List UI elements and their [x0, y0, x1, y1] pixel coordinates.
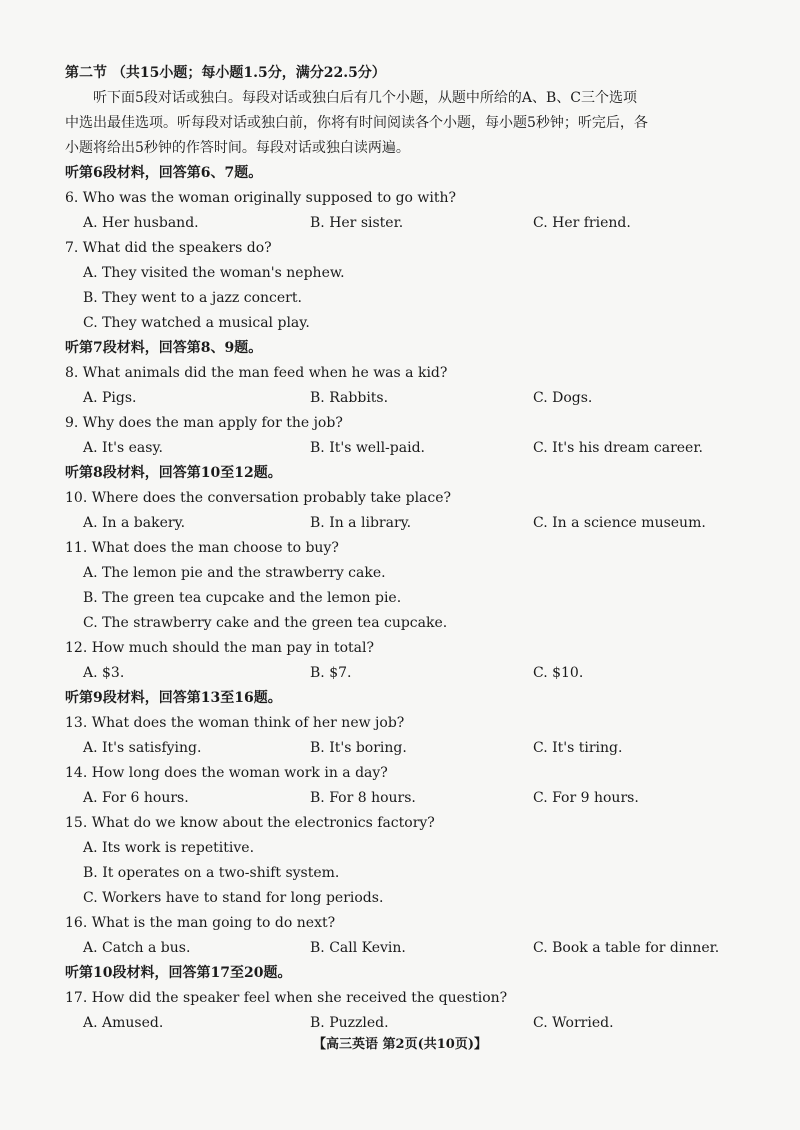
options-13: [65, 736, 735, 761]
question-13: 13. What does the woman think of her new job?: [65, 715, 405, 731]
question-8: 8. What animals did the man feed when he was a kid?: [65, 365, 448, 381]
option-c: C. Book a table for dinner.: [533, 940, 720, 956]
option-a: A. Catch a bus.: [83, 940, 191, 956]
option-b: B. Rabbits.: [310, 390, 389, 406]
question-6: 6. Who was the woman originally supposed to go with?: [65, 190, 457, 206]
question-11: 11. What does the man choose to buy?: [65, 540, 339, 556]
material-heading-7: 听第7段材料，回答第8、9题。: [65, 340, 263, 356]
option-c: C. It's his dream career.: [533, 440, 703, 456]
option-b: B. The green tea cupcake and the lemon pie.: [83, 590, 402, 606]
section-instructions: [65, 86, 735, 161]
option-b: B. It's well-paid.: [310, 440, 425, 456]
instruction-line: 中选出最佳选项。听每段对话或独白前，你将有时间阅读各个小题，每小题5秒钟；听完后，各: [65, 115, 648, 131]
option-a: A. Her husband.: [83, 215, 199, 231]
option-c: C. For 9 hours.: [533, 790, 639, 806]
option-b: B. $7.: [310, 665, 352, 681]
option-a: A. They visited the woman's nephew.: [83, 265, 345, 281]
option-c: C. Workers have to stand for long periods.: [83, 890, 384, 906]
option-a: A. It's easy.: [83, 440, 163, 456]
option-a: A. Amused.: [83, 1015, 164, 1031]
option-c: C. $10.: [533, 665, 584, 681]
exam-content: [65, 60, 735, 1036]
material-heading-6: 听第6段材料，回答第6、7题。: [65, 165, 263, 181]
option-b: B. In a library.: [310, 515, 412, 531]
option-b: B. Her sister.: [310, 215, 404, 231]
options-14: [65, 786, 735, 811]
option-a: A. It's satisfying.: [83, 740, 202, 756]
options-12: [65, 661, 735, 686]
option-b: B. They went to a jazz concert.: [83, 290, 302, 306]
question-15: 15. What do we know about the electronics factory?: [65, 815, 435, 831]
option-a: A. $3.: [83, 665, 125, 681]
option-a: A. Its work is repetitive.: [83, 840, 255, 856]
page-footer: 【高三英语 第2页(共10页)】: [313, 1037, 487, 1052]
question-12: 12. How much should the man pay in total?: [65, 640, 375, 656]
options-10: [65, 511, 735, 536]
question-7: 7. What did the speakers do?: [65, 240, 272, 256]
option-c: C. It's tiring.: [533, 740, 623, 756]
option-b: B. Puzzled.: [310, 1015, 389, 1031]
instruction-line: 小题将给出5秒钟的作答时间。每段对话或独白读两遍。: [65, 140, 410, 156]
option-b: B. It operates on a two-shift system.: [83, 865, 340, 881]
options-8: [65, 386, 735, 411]
option-b: B. It's boring.: [310, 740, 407, 756]
option-a: A. Pigs.: [83, 390, 137, 406]
options-6: [65, 211, 735, 236]
question-9: 9. Why does the man apply for the job?: [65, 415, 343, 431]
material-heading-10: 听第10段材料，回答第17至20题。: [65, 965, 292, 981]
question-17: 17. How did the speaker feel when she received the question?: [65, 990, 508, 1006]
option-b: B. Call Kevin.: [310, 940, 406, 956]
question-10: 10. Where does the conversation probably take place?: [65, 490, 452, 506]
material-heading-9: 听第9段材料，回答第13至16题。: [65, 690, 282, 706]
instruction-line: 听下面5段对话或独白。每段对话或独白后有几个小题，从题中所给的A、B、C三个选项: [93, 90, 638, 106]
option-c: C. In a science museum.: [533, 515, 706, 531]
question-16: 16. What is the man going to do next?: [65, 915, 336, 931]
options-9: [65, 436, 735, 461]
option-c: C. The strawberry cake and the green tea cupcake.: [83, 615, 448, 631]
question-14: 14. How long does the woman work in a day?: [65, 765, 388, 781]
option-c: C. They watched a musical play.: [83, 315, 310, 331]
option-b: B. For 8 hours.: [310, 790, 416, 806]
option-c: C. Worried.: [533, 1015, 614, 1031]
section-title: 第二节 （共15小题；每小题1.5分，满分22.5分）: [65, 65, 386, 81]
option-a: A. For 6 hours.: [83, 790, 189, 806]
option-c: C. Dogs.: [533, 390, 593, 406]
material-heading-8: 听第8段材料，回答第10至12题。: [65, 465, 282, 481]
option-a: A. The lemon pie and the strawberry cake.: [83, 565, 386, 581]
options-16: [65, 936, 735, 961]
option-c: C. Her friend.: [533, 215, 631, 231]
option-a: A. In a bakery.: [83, 515, 186, 531]
